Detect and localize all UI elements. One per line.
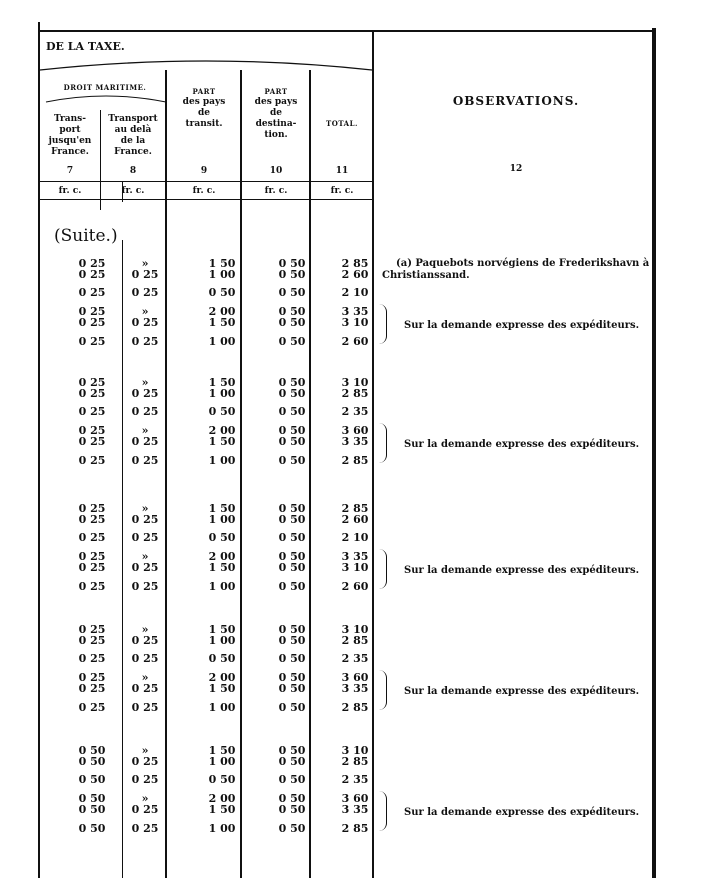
table-cell: » [141,550,149,563]
table-cell: 2 85 [341,387,369,400]
droit-maritime-label: DROIT MARITIME. [63,83,147,92]
table-cell: 0 50 [278,744,306,757]
table-cell: 2 60 [341,268,369,281]
observation-note: Sur la demande expresse des expéditeurs. [404,807,640,818]
table-cell: 1 00 [208,335,236,348]
table-cell: 3 10 [341,623,369,636]
table-cell: 2 60 [341,335,369,348]
table-cell: 0 25 [131,701,159,714]
table-cell: 0 25 [131,454,159,467]
column-10-label-line: tion. [264,130,288,140]
table-cell: 3 35 [341,682,369,695]
group-brace [378,549,387,589]
observation-footnote: (a) Paquebots norvégiens de Frederikshavn à [396,258,650,269]
table-cell: 0 50 [278,561,306,574]
table-cell: 3 60 [341,671,369,684]
observation-footnote: Christianssand. [382,270,470,281]
table-cell: 0 50 [278,792,306,805]
table-cell: 0 25 [78,580,106,593]
column-8-label-line: Transport [108,114,158,124]
table-cell: 1 00 [208,822,236,835]
table-cell: 1 50 [208,803,236,816]
table-cell: 2 10 [341,531,369,544]
column-10-label-line: de [269,108,283,118]
column-10-label-line: PART [264,87,288,96]
table-cell: 0 50 [278,424,306,437]
column-9-label-line: transit. [185,119,223,129]
column-9-number: 9 [200,166,208,176]
table-cell: 0 25 [131,634,159,647]
table-cell: 0 50 [278,435,306,448]
table-cell: 0 25 [78,305,106,318]
table-cell: 1 50 [208,502,236,515]
table-cell: 2 35 [341,405,369,418]
table-cell: 2 00 [208,424,236,437]
table-cell: 2 00 [208,305,236,318]
table-cell: 0 25 [78,387,106,400]
table-cell: 0 50 [278,550,306,563]
table-cell: 0 50 [278,701,306,714]
table-cell: 0 25 [78,405,106,418]
table-cell: 0 50 [78,792,106,805]
table-cell: 2 85 [341,822,369,835]
column-7-unit: fr. c. [58,186,82,196]
table-cell: 3 35 [341,550,369,563]
table-cell: 0 25 [131,405,159,418]
table-cell: » [141,257,149,270]
column-9-label-line: PART [192,87,216,96]
table-cell: 0 25 [78,513,106,526]
table-cell: 0 25 [78,634,106,647]
table-cell: 0 50 [78,744,106,757]
table-cell: 0 50 [278,513,306,526]
table-cell: 0 50 [208,652,236,665]
droit-maritime-arc [44,92,168,106]
table-cell: 0 25 [131,561,159,574]
group-brace [378,670,387,710]
suite-label: (Suite.) [54,226,118,246]
table-cell: 1 50 [208,682,236,695]
table-cell: 0 50 [278,773,306,786]
table-cell: 0 25 [78,435,106,448]
column-8-unit: fr. c. [121,186,145,196]
table-cell: 2 60 [341,580,369,593]
table-cell: 1 00 [208,634,236,647]
column-7-label-line: Trans- [54,114,86,124]
table-cell: 0 50 [278,652,306,665]
table-cell: » [141,792,149,805]
table-cell: 0 50 [278,305,306,318]
table-cell: 0 25 [78,623,106,636]
top-border [38,30,656,32]
table-cell: 0 50 [278,257,306,270]
table-cell: 1 00 [208,513,236,526]
table-cell: 1 50 [208,435,236,448]
group-brace [378,791,387,831]
table-cell: 0 50 [278,454,306,467]
table-cell: 3 60 [341,424,369,437]
table-cell: » [141,424,149,437]
table-cell: 3 60 [341,792,369,805]
table-cell: 0 25 [78,701,106,714]
table-cell: 1 50 [208,257,236,270]
header-title: DE LA TAXE. [46,40,125,53]
table-cell: 0 25 [131,531,159,544]
table-cell: 2 85 [341,454,369,467]
table-cell: 0 50 [278,682,306,695]
table-cell: 1 00 [208,755,236,768]
column-10-label-line: destina- [255,119,297,129]
table-cell: 1 00 [208,387,236,400]
observation-note: Sur la demande expresse des expéditeurs. [404,565,640,576]
table-cell: 0 50 [278,405,306,418]
column-10-number: 10 [269,166,283,176]
table-cell: 0 50 [278,268,306,281]
column-8-label-line: au delà [114,125,152,135]
table-cell: 0 25 [131,803,159,816]
table-cell: 0 25 [131,435,159,448]
group-brace [378,304,387,344]
table-cell: 2 85 [341,257,369,270]
column-7-label-line: France. [51,147,89,157]
table-cell: » [141,671,149,684]
table-cell: 0 25 [78,531,106,544]
table-cell: » [141,305,149,318]
table-cell: 2 85 [341,634,369,647]
table-cell: 0 25 [131,580,159,593]
table-cell: 1 00 [208,701,236,714]
table-cell: 1 50 [208,744,236,757]
table-cell: 2 00 [208,792,236,805]
table-cell: 0 25 [78,257,106,270]
table-cell: 0 25 [78,561,106,574]
column-10-unit: fr. c. [264,186,288,196]
column-11-label-line: TOTAL. [326,119,358,128]
table-cell: 0 25 [78,316,106,329]
column-7-label-line: port [59,125,81,135]
observation-note: Sur la demande expresse des expéditeurs. [404,320,640,331]
column-9-label-line: de [197,108,211,118]
table-cell: 2 85 [341,701,369,714]
table-cell: 0 25 [78,268,106,281]
table-cell: 3 10 [341,561,369,574]
observation-note: Sur la demande expresse des expéditeurs. [404,439,640,450]
table-cell: 2 00 [208,550,236,563]
table-cell: 1 00 [208,268,236,281]
table-cell: 0 25 [131,268,159,281]
table-cell: 0 50 [78,773,106,786]
table-cell: 0 50 [278,387,306,400]
table-cell: 0 50 [278,286,306,299]
column-11-number: 11 [335,166,349,176]
observation-note: Sur la demande expresse des expéditeurs. [404,686,640,697]
table-cell: 0 25 [131,682,159,695]
table-cell: 0 50 [278,755,306,768]
table-cell: 0 50 [208,773,236,786]
table-cell: 3 10 [341,376,369,389]
table-cell: 1 50 [208,623,236,636]
table-cell: » [141,623,149,636]
group-brace [378,423,387,463]
table-cell: 3 10 [341,316,369,329]
column-10-label-line: des pays [254,97,298,107]
table-cell: » [141,376,149,389]
table-cell: 3 35 [341,435,369,448]
table-cell: 0 50 [278,502,306,515]
table-cell: 2 60 [341,513,369,526]
table-cell: 0 25 [131,755,159,768]
table-cell: 0 50 [208,405,236,418]
table-cell: 0 25 [78,682,106,695]
column-11-unit: fr. c. [330,186,354,196]
table-cell: 3 10 [341,744,369,757]
table-cell: 3 35 [341,305,369,318]
table-cell: 0 50 [278,335,306,348]
table-cell: 0 25 [131,822,159,835]
table-cell: 0 25 [78,376,106,389]
column-8-label-line: de la [120,136,146,146]
table-cell: 0 50 [278,316,306,329]
col-sep-7-8 [100,110,101,210]
table-cell: 0 25 [131,513,159,526]
table-cell: 0 25 [131,387,159,400]
column-8-number: 8 [129,166,137,176]
table-cell: 0 50 [278,671,306,684]
table-cell: 0 50 [78,803,106,816]
table-cell: 0 25 [131,335,159,348]
column-8-label-line: France. [114,147,152,157]
table-cell: 2 85 [341,502,369,515]
table-cell: » [141,744,149,757]
table-cell: 0 25 [78,454,106,467]
table-cell: 0 50 [278,822,306,835]
table-cell: 2 10 [341,286,369,299]
table-cell: 0 50 [78,755,106,768]
table-cell: 0 50 [208,531,236,544]
table-cell: 1 50 [208,561,236,574]
table-cell: 0 50 [278,623,306,636]
table-cell: 0 25 [78,652,106,665]
table-cell: 0 25 [78,424,106,437]
column-7-number: 7 [66,166,74,176]
table-cell: 1 50 [208,376,236,389]
table-cell: 0 25 [78,502,106,515]
column-7-label-line: jusqu'en [48,136,92,146]
table-cell: 0 50 [208,286,236,299]
table-cell: 0 25 [131,773,159,786]
table-cell: 2 00 [208,671,236,684]
observations-header: OBSERVATIONS. [452,94,580,108]
table-cell: 0 50 [278,634,306,647]
table-cell: 0 25 [131,286,159,299]
observations-number: 12 [509,164,523,174]
table-cell: 0 25 [131,316,159,329]
right-border [652,28,656,878]
units-rule [38,199,374,200]
table-cell: 3 35 [341,803,369,816]
table-cell: 0 50 [278,531,306,544]
table-cell: 0 25 [131,652,159,665]
table-cell: 2 85 [341,755,369,768]
table-cell: 0 50 [278,803,306,816]
table-cell: » [141,502,149,515]
table-cell: 1 50 [208,316,236,329]
table-cell: 0 50 [278,376,306,389]
table-cell: 0 25 [78,286,106,299]
column-9-label-line: des pays [182,97,226,107]
table-cell: 0 25 [78,671,106,684]
header-arc [38,56,374,76]
table-cell: 1 00 [208,580,236,593]
table-cell: 1 00 [208,454,236,467]
table-cell: 2 35 [341,652,369,665]
column-9-unit: fr. c. [192,186,216,196]
table-cell: 0 25 [78,550,106,563]
header-bottom-rule [38,181,374,182]
table-cell: 0 50 [278,580,306,593]
table-cell: 0 50 [78,822,106,835]
table-cell: 2 35 [341,773,369,786]
table-cell: 0 25 [78,335,106,348]
